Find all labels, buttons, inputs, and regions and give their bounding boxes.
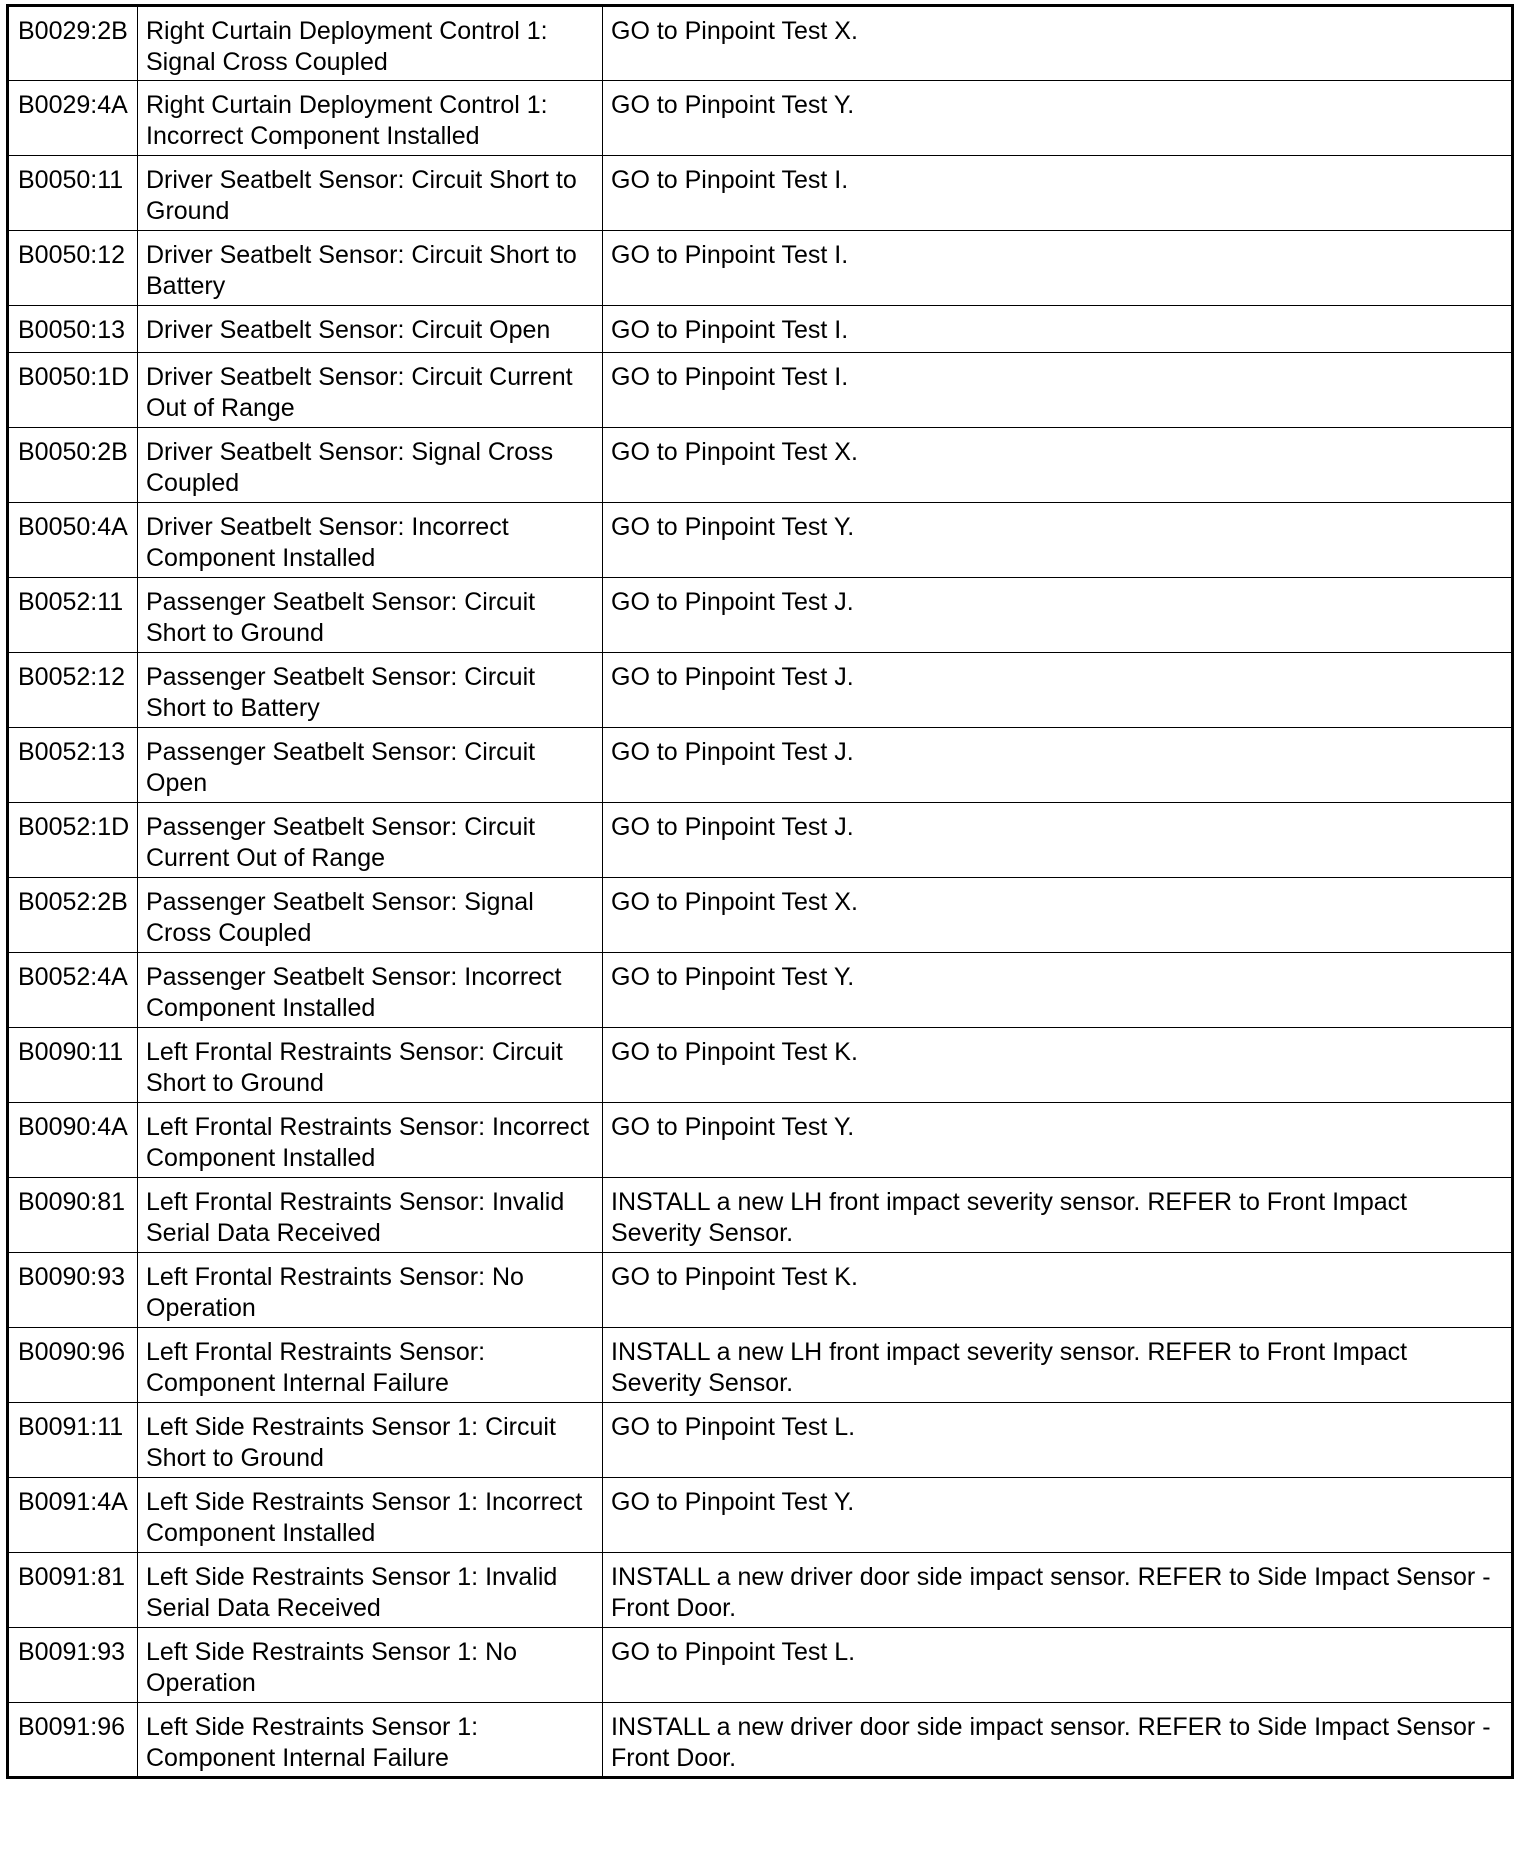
dtc-action-cell: GO to Pinpoint Test J. [603,653,1513,728]
dtc-code-cell: B0052:13 [8,728,138,803]
dtc-code-cell: B0090:96 [8,1328,138,1403]
dtc-table-body [8,6,1513,1778]
dtc-description-cell: Right Curtain Deployment Control 1: Signal Cross Coupled [138,6,603,81]
dtc-action-cell: GO to Pinpoint Test K. [603,1028,1513,1103]
table-row [8,1403,1513,1478]
dtc-description-cell: Passenger Seatbelt Sensor: Circuit Short to Battery [138,653,603,728]
dtc-action-cell: GO to Pinpoint Test I. [603,156,1513,231]
table-row [8,1478,1513,1553]
dtc-description-cell: Driver Seatbelt Sensor: Circuit Current Out of Range [138,353,603,428]
dtc-action-cell: GO to Pinpoint Test X. [603,878,1513,953]
dtc-description-cell: Left Side Restraints Sensor 1: No Operation [138,1628,603,1703]
dtc-code-cell: B0029:4A [8,81,138,156]
table-row [8,1328,1513,1403]
table-row [8,803,1513,878]
dtc-action-cell: GO to Pinpoint Test Y. [603,81,1513,156]
dtc-description-cell: Passenger Seatbelt Sensor: Circuit Short to Ground [138,578,603,653]
dtc-description-cell: Driver Seatbelt Sensor: Circuit Open [138,306,603,353]
table-row [8,578,1513,653]
dtc-code-cell: B0050:4A [8,503,138,578]
table-row [8,428,1513,503]
dtc-action-cell: GO to Pinpoint Test Y. [603,953,1513,1028]
dtc-action-cell: GO to Pinpoint Test X. [603,428,1513,503]
dtc-action-cell: GO to Pinpoint Test J. [603,803,1513,878]
dtc-action-cell: INSTALL a new driver door side impact sensor. REFER to Side Impact Sensor - Front Door. [603,1703,1513,1778]
table-row [8,156,1513,231]
dtc-code-cell: B0052:12 [8,653,138,728]
table-row [8,353,1513,428]
dtc-table [6,4,1514,1779]
dtc-action-cell: GO to Pinpoint Test Y. [603,1103,1513,1178]
dtc-code-cell: B0029:2B [8,6,138,81]
dtc-code-cell: B0091:4A [8,1478,138,1553]
dtc-action-cell: INSTALL a new LH front impact severity sensor. REFER to Front Impact Severity Sensor. [603,1178,1513,1253]
dtc-code-cell: B0050:11 [8,156,138,231]
dtc-description-cell: Passenger Seatbelt Sensor: Circuit Current Out of Range [138,803,603,878]
dtc-action-cell: GO to Pinpoint Test L. [603,1403,1513,1478]
dtc-action-cell: INSTALL a new driver door side impact sensor. REFER to Side Impact Sensor - Front Door. [603,1553,1513,1628]
dtc-code-cell: B0050:13 [8,306,138,353]
dtc-code-cell: B0091:81 [8,1553,138,1628]
dtc-code-cell: B0091:93 [8,1628,138,1703]
dtc-action-cell: GO to Pinpoint Test K. [603,1253,1513,1328]
dtc-action-cell: GO to Pinpoint Test I. [603,353,1513,428]
dtc-description-cell: Left Side Restraints Sensor 1: Component Internal Failure [138,1703,603,1778]
dtc-code-cell: B0050:12 [8,231,138,306]
dtc-action-cell: GO to Pinpoint Test I. [603,306,1513,353]
dtc-code-cell: B0091:11 [8,1403,138,1478]
dtc-action-cell: GO to Pinpoint Test Y. [603,1478,1513,1553]
dtc-code-cell: B0050:2B [8,428,138,503]
dtc-description-cell: Passenger Seatbelt Sensor: Circuit Open [138,728,603,803]
dtc-action-cell: GO to Pinpoint Test L. [603,1628,1513,1703]
dtc-description-cell: Driver Seatbelt Sensor: Circuit Short to Battery [138,231,603,306]
dtc-code-cell: B0052:2B [8,878,138,953]
dtc-code-cell: B0052:4A [8,953,138,1028]
table-row [8,231,1513,306]
table-row [8,1103,1513,1178]
table-row [8,953,1513,1028]
table-row [8,1178,1513,1253]
dtc-action-cell: GO to Pinpoint Test J. [603,728,1513,803]
dtc-description-cell: Driver Seatbelt Sensor: Circuit Short to Ground [138,156,603,231]
table-row [8,306,1513,353]
dtc-description-cell: Passenger Seatbelt Sensor: Incorrect Component Installed [138,953,603,1028]
table-row [8,1028,1513,1103]
dtc-description-cell: Left Frontal Restraints Sensor: Incorrect Component Installed [138,1103,603,1178]
table-row [8,653,1513,728]
dtc-code-cell: B0050:1D [8,353,138,428]
dtc-description-cell: Passenger Seatbelt Sensor: Signal Cross Coupled [138,878,603,953]
dtc-description-cell: Left Side Restraints Sensor 1: Circuit Short to Ground [138,1403,603,1478]
dtc-description-cell: Left Frontal Restraints Sensor: Circuit Short to Ground [138,1028,603,1103]
table-row [8,1253,1513,1328]
dtc-action-cell: GO to Pinpoint Test I. [603,231,1513,306]
dtc-action-cell: GO to Pinpoint Test Y. [603,503,1513,578]
dtc-code-cell: B0091:96 [8,1703,138,1778]
table-row [8,1703,1513,1778]
table-row [8,878,1513,953]
dtc-description-cell: Driver Seatbelt Sensor: Incorrect Component Installed [138,503,603,578]
dtc-action-cell: INSTALL a new LH front impact severity sensor. REFER to Front Impact Severity Sensor. [603,1328,1513,1403]
dtc-description-cell: Driver Seatbelt Sensor: Signal Cross Coupled [138,428,603,503]
table-row [8,503,1513,578]
dtc-code-cell: B0090:11 [8,1028,138,1103]
dtc-action-cell: GO to Pinpoint Test J. [603,578,1513,653]
table-row [8,6,1513,81]
dtc-code-cell: B0090:4A [8,1103,138,1178]
table-row [8,1628,1513,1703]
dtc-description-cell: Left Frontal Restraints Sensor: Component Internal Failure [138,1328,603,1403]
dtc-code-cell: B0090:81 [8,1178,138,1253]
dtc-description-cell: Left Side Restraints Sensor 1: Incorrect Component Installed [138,1478,603,1553]
dtc-description-cell: Left Side Restraints Sensor 1: Invalid Serial Data Received [138,1553,603,1628]
dtc-description-cell: Right Curtain Deployment Control 1: Incorrect Component Installed [138,81,603,156]
dtc-description-cell: Left Frontal Restraints Sensor: No Operation [138,1253,603,1328]
table-row [8,1553,1513,1628]
dtc-code-cell: B0090:93 [8,1253,138,1328]
dtc-action-cell: GO to Pinpoint Test X. [603,6,1513,81]
table-row [8,81,1513,156]
dtc-code-cell: B0052:1D [8,803,138,878]
dtc-description-cell: Left Frontal Restraints Sensor: Invalid Serial Data Received [138,1178,603,1253]
table-row [8,728,1513,803]
dtc-code-cell: B0052:11 [8,578,138,653]
